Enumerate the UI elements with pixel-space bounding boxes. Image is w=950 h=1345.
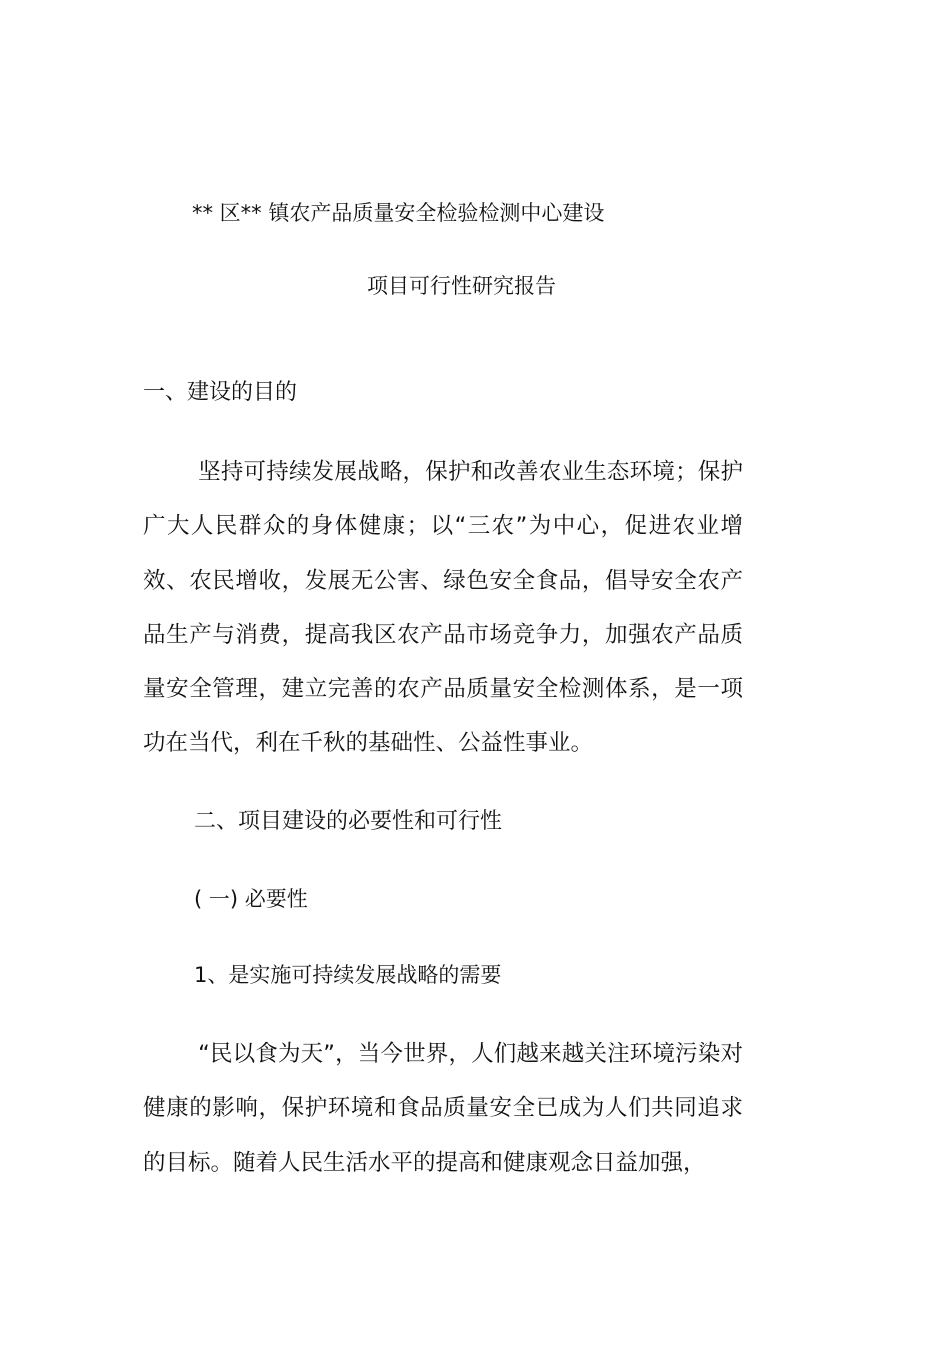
report-title-line-1: ** 区** 镇农产品质量安全检验检测中心建设 [192, 201, 605, 225]
section-1-paragraph: 坚持可持续发展战略，保护和改善农业生态环境；保护广大人民群众的身体健康；以“三农”为中心，促进农业增效、农民增收，发展无公害、绿色安全食品，倡导安全农产品生产与消费，提高我区农产品市场竞争力，加强农产品质量安全管理，建立完善的农产品质量安全检测体系，是一项功在当代，利在千秋的基础性、公益性事业。 [143, 459, 743, 757]
section-1-heading: 一、建设的目的 [143, 380, 298, 405]
section-2-heading: 二、项目建设的必要性和可行性 [194, 809, 503, 834]
report-title-line-2: 项目可行性研究报告 [367, 274, 556, 298]
subsection-heading: ( 一) 必要性 [194, 887, 308, 911]
item-1-paragraph: “民以食为天”，当今世界，人们越来越关注环境污染对健康的影响，保护环境和食品质量安全已成为人们共同追求的目标。随着人民生活水平的提高和健康观念日益加强， [143, 1041, 743, 1176]
item-1-heading: 1、是实施可持续发展战略的需要 [194, 963, 502, 987]
